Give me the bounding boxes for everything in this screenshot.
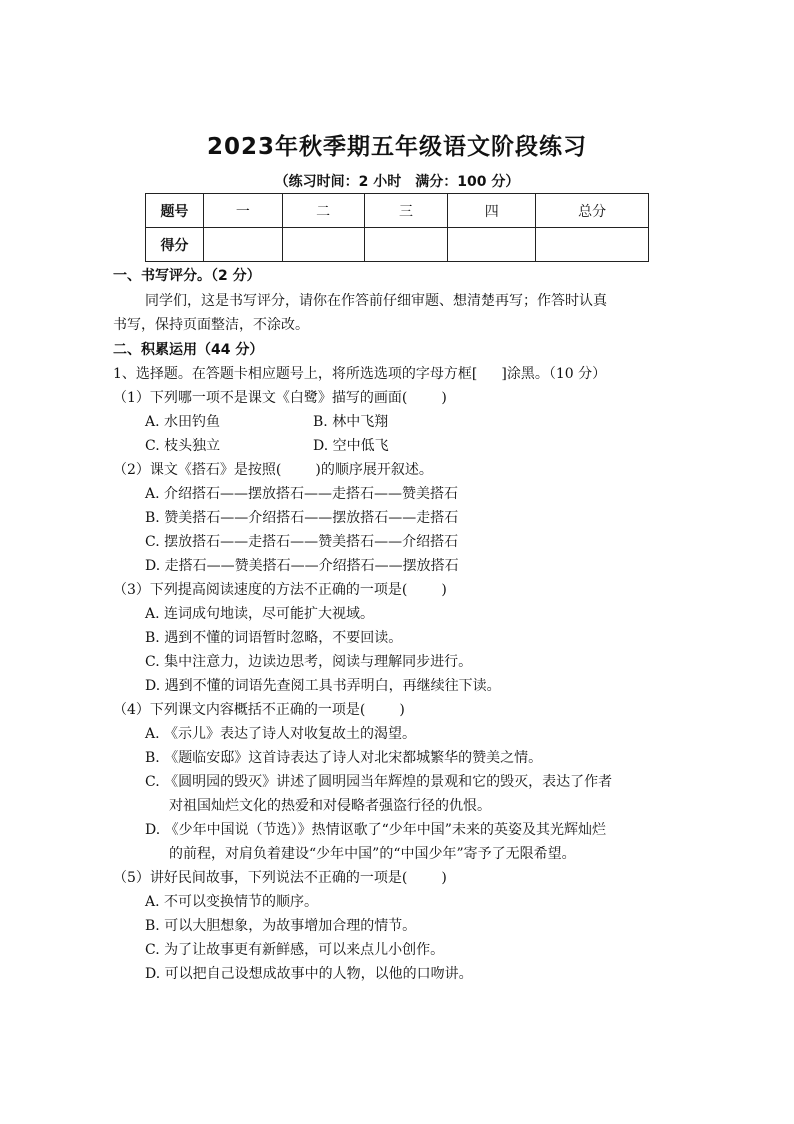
question-text: ) [441,870,447,886]
section1-heading: 一、书写评分。（2 分） [113,268,261,284]
question-1-option-a: A. 水田钓鱼 [145,414,221,430]
score-header-cell: 一 [203,194,282,228]
question-4-option-b: B. 《题临安邸》这首诗表达了诗人对北宋都城繁华的赞美之情。 [145,750,543,766]
question-5-option-b: B. 可以大胆想象，为故事增加合理的情节。 [145,918,417,934]
question-2-stem [113,460,433,480]
score-cell [364,228,448,262]
question-1-option-d: D. 空中低飞 [313,438,389,454]
score-cell [282,228,364,262]
score-row-label: 得分 [146,228,204,262]
score-cell [536,228,649,262]
question-text: （5）讲好民间故事，下列说法不正确的一项是( [113,870,408,886]
instruction-text: ]涂黑。（10 分） [501,366,607,382]
score-header-cell: 二 [282,194,364,228]
question-1-option-b: B. 林中飞翔 [313,414,389,430]
question-text: （3）下列提高阅读速度的方法不正确的一项是( [113,582,408,598]
question-5-option-c: C. 为了让故事更有新鲜感，可以来点儿小创作。 [145,942,445,958]
question-1-stem [113,388,447,408]
instruction-text: 1、选择题。在答题卡相应题号上，将所选选项的字母方框[ [113,366,478,382]
question-5-option-d: D. 可以把自己设想成故事中的人物，以他的口吻讲。 [145,966,473,982]
question-2-option-b: B. 赞美搭石——介绍搭石——摆放搭石——走搭石 [145,510,459,526]
question-2-option-c: C. 摆放搭石——走搭石——赞美搭石——介绍搭石 [145,534,459,550]
question-text: ) [399,702,405,718]
question-5-stem [113,868,447,888]
question-3-option-d: D. 遇到不懂的词语先查阅工具书弄明白，再继续往下读。 [145,678,501,694]
score-table-header-row [146,194,649,228]
question-text: （4）下列课文内容概括不正确的一项是( [113,702,366,718]
score-header-cell: 总分 [536,194,649,228]
score-header-cell: 四 [448,194,536,228]
question-text: （2）课文《搭石》是按照( [113,462,282,478]
question-text: ) [441,582,447,598]
page-title: 2023年秋季期五年级语文阶段练习 [206,134,587,160]
question-4-option-d-cont: 的前程，对肩负着建设“少年中国”的“中国少年”寄予了无限希望。 [169,846,576,862]
question-2-option-a: A. 介绍搭石——摆放搭石——走搭石——赞美搭石 [145,486,459,502]
question-3-option-b: B. 遇到不懂的词语暂时忽略，不要回读。 [145,630,403,646]
score-table-score-row [146,228,649,262]
score-header-cell: 题号 [146,194,204,228]
question-4-option-a: A. 《示儿》表达了诗人对收复故土的渴望。 [145,726,417,742]
section1-text: 同学们，这是书写评分，请你在作答前仔细审题、想清楚再写；作答时认真 [145,293,607,309]
section2-heading: 二、积累运用（44 分） [113,342,264,358]
question-4-option-d: D. 《少年中国说（节选）》热情讴歌了“少年中国”未来的英姿及其光辉灿烂 [145,822,606,838]
question-1-option-c: C. 枝头独立 [145,438,221,454]
question-2-option-d: D. 走搭石——赞美搭石——介绍搭石——摆放搭石 [145,558,459,574]
question-3-stem [113,580,447,600]
score-cell [203,228,282,262]
question-5-option-a: A. 不可以变换情节的顺序。 [145,894,319,910]
question-3-option-a: A. 连词成句地读，尽可能扩大视域。 [145,606,375,622]
question-3-option-c: C. 集中注意力，边读边思考，阅读与理解同步进行。 [145,654,473,670]
score-cell [448,228,536,262]
question-text: )的顺序展开叙述。 [315,462,433,478]
score-header-cell: 三 [364,194,448,228]
question-4-option-c-cont: 对祖国灿烂文化的热爱和对侵略者强盗行径的仇恨。 [169,798,491,814]
question-4-option-c: C. 《圆明园的毁灭》讲述了圆明园当年辉煌的景观和它的毁灭，表达了作者 [145,774,613,790]
question-4-stem [113,700,405,720]
section1-text: 书写，保持页面整洁，不涂改。 [113,317,309,333]
question-text: ) [441,390,447,406]
score-table [145,193,649,262]
section2-instructions [113,364,606,384]
exam-info: （练习时间：2 小时 满分：100 分） [274,174,520,190]
question-text: （1）下列哪一项不是课文《白鹭》描写的画面( [113,390,408,406]
